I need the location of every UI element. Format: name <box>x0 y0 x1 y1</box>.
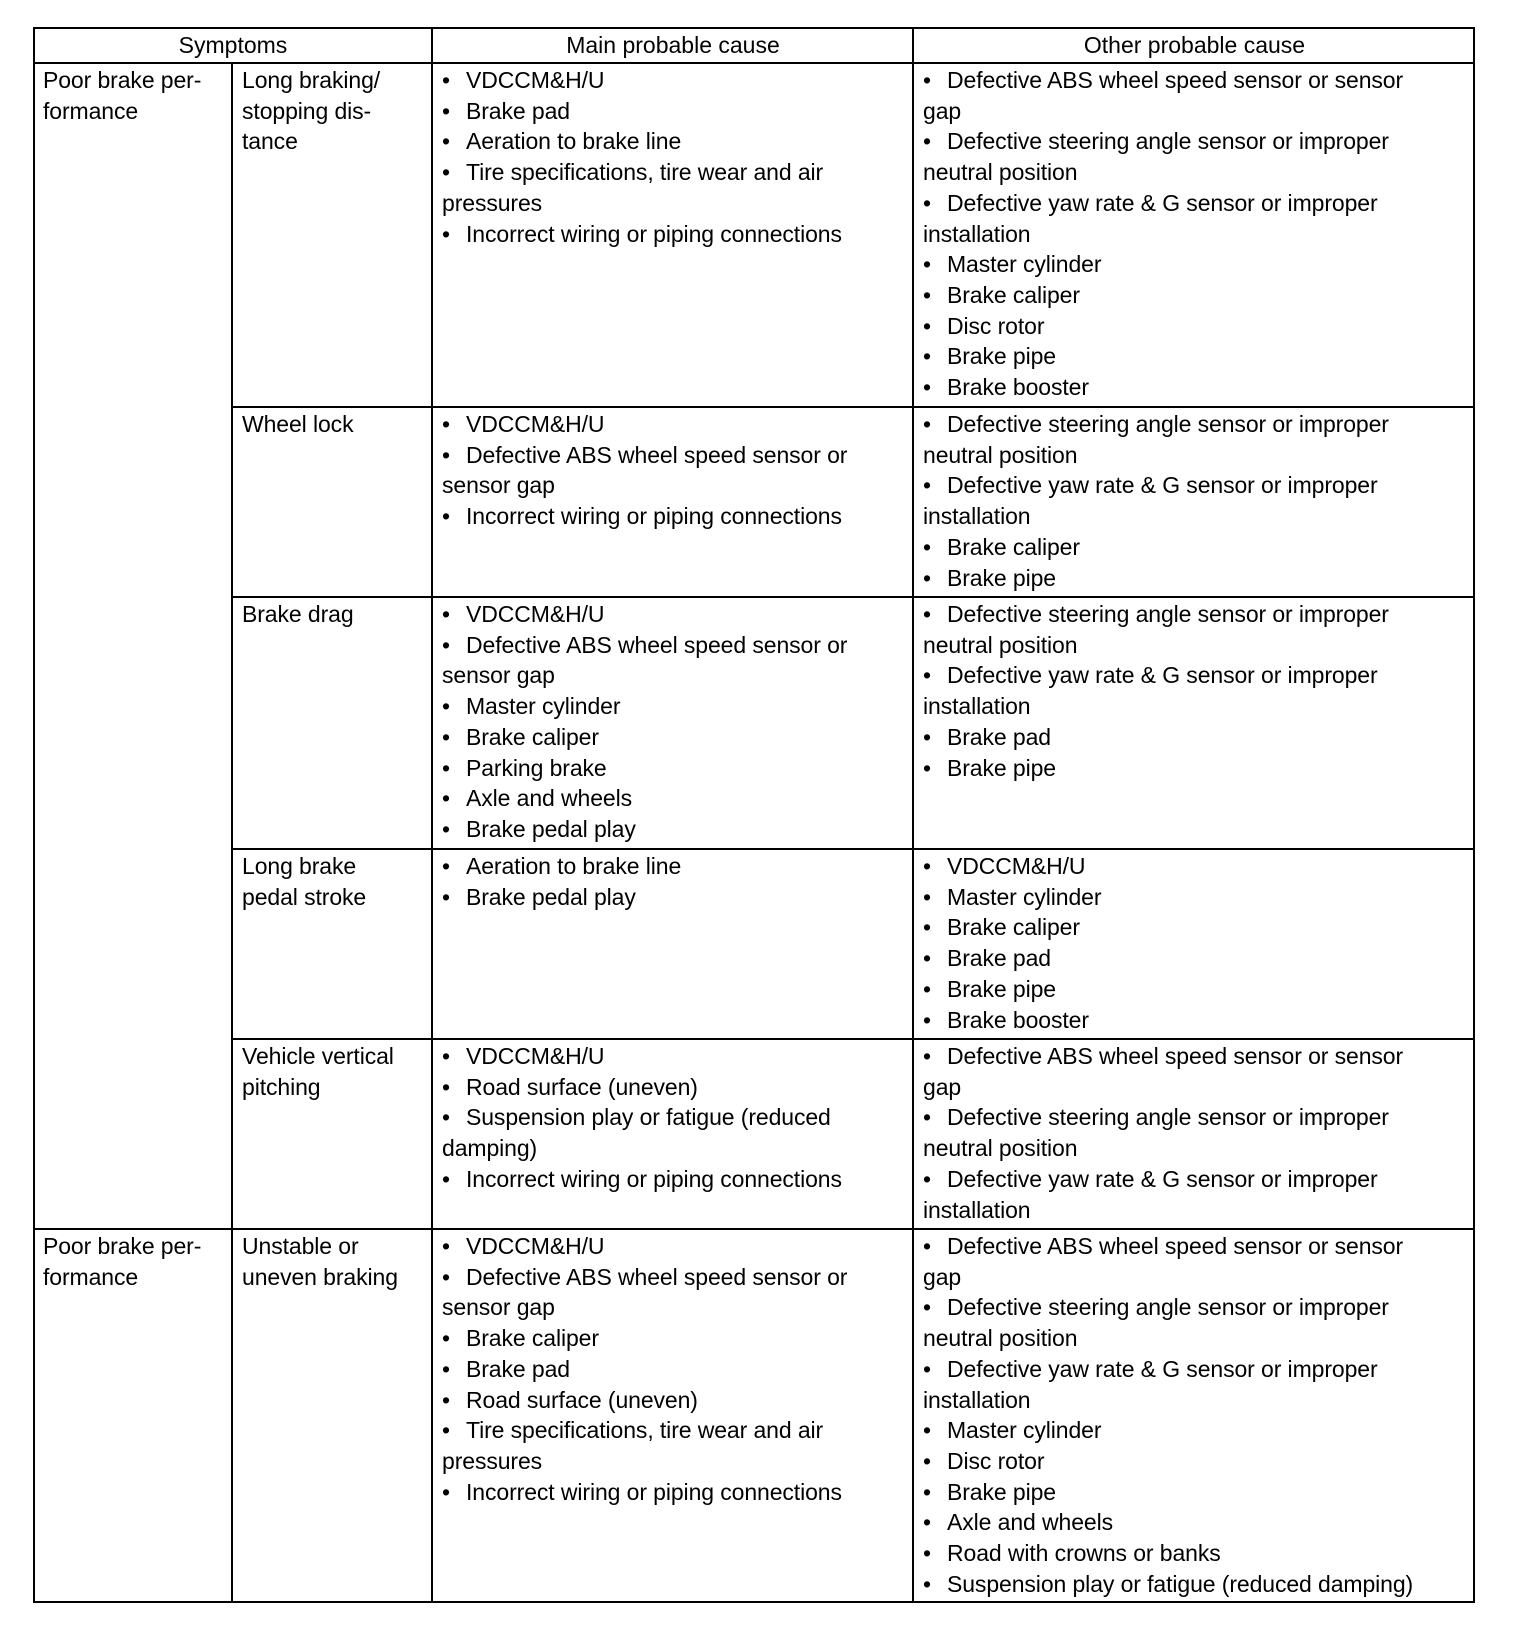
cause-text: installation <box>923 220 1031 247</box>
cause-list-item <box>923 409 1389 470</box>
symptom-cell <box>232 407 354 440</box>
cause-list-item <box>442 65 842 96</box>
bullet-icon: • <box>442 67 450 93</box>
cause-text: Master cylinder <box>947 1417 1102 1444</box>
main-cause-cell <box>432 63 842 249</box>
cause-text: Brake caliper <box>466 1325 599 1352</box>
cause-list-item <box>442 126 842 157</box>
bullet-icon: • <box>442 97 450 124</box>
cause-text: Axle and wheels <box>947 1509 1113 1536</box>
cause-list-item <box>923 126 1403 187</box>
bullet-icon: • <box>923 251 931 278</box>
bullet-icon: • <box>442 411 450 437</box>
column-divider <box>231 62 233 1603</box>
bullet-icon: • <box>442 1233 450 1259</box>
bullet-icon: • <box>923 281 931 308</box>
cause-list-item <box>442 1354 847 1385</box>
bullet-icon: • <box>442 754 450 781</box>
cause-list-item <box>442 96 842 127</box>
bullet-icon: • <box>923 914 931 941</box>
bullet-icon: • <box>442 785 450 812</box>
cause-list-item <box>442 753 847 784</box>
cause-list-item <box>442 599 847 630</box>
cause-list-item <box>923 311 1403 342</box>
bullet-icon: • <box>923 1570 931 1597</box>
bullet-icon: • <box>923 754 931 781</box>
cause-text: Road surface (uneven) <box>466 1386 698 1413</box>
cause-list-item <box>923 912 1101 943</box>
cause-list-item <box>442 1041 842 1072</box>
symptom-group-text: formance <box>43 97 139 124</box>
bullet-icon: • <box>923 1006 931 1033</box>
bullet-icon: • <box>923 1043 931 1069</box>
cause-text: Master cylinder <box>947 251 1102 278</box>
cause-list-item <box>442 157 842 218</box>
symptom-group-text: formance <box>43 1263 139 1290</box>
other-cause-cell <box>913 597 1389 783</box>
bullet-icon: • <box>442 441 450 468</box>
cause-text: VDCCM&H/U <box>466 601 605 627</box>
cause-text: Defective ABS wheel speed sensor or sensor <box>947 67 1404 93</box>
symptom-cell <box>232 597 354 630</box>
cause-text: Incorrect wiring or piping connections <box>466 503 842 530</box>
main-cause-cell <box>432 1229 847 1507</box>
bullet-icon: • <box>442 1263 450 1290</box>
symptom-text: Long brake <box>242 853 357 879</box>
cause-text: Defective steering angle sensor or improper <box>947 1104 1389 1131</box>
cause-list-item <box>442 1323 847 1354</box>
symptom-text: pitching <box>242 1073 321 1100</box>
cause-list-item <box>923 943 1101 974</box>
cause-list-item <box>923 1538 1413 1569</box>
cause-list-item <box>442 882 681 913</box>
cause-list-item <box>442 691 847 722</box>
cause-text: Suspension play or fatigue (reduced <box>466 1104 831 1131</box>
cause-text: Brake pad <box>947 723 1051 750</box>
cause-text: Defective steering angle sensor or improper <box>947 601 1389 627</box>
bullet-icon: • <box>442 1073 450 1100</box>
cause-text: VDCCM&H/U <box>466 1233 605 1259</box>
bullet-icon: • <box>442 1355 450 1382</box>
cause-text: Defective yaw rate & G sensor or improper <box>947 472 1378 499</box>
cause-list-item <box>442 440 847 501</box>
bullet-icon: • <box>442 1478 450 1505</box>
symptom-text: stopping dis- <box>242 97 372 124</box>
cause-list-item <box>923 1569 1413 1600</box>
cause-text: installation <box>923 1386 1031 1413</box>
bullet-icon: • <box>442 631 450 658</box>
cause-list-item <box>442 630 847 691</box>
cause-text: sensor gap <box>442 472 555 499</box>
cause-list-item <box>923 882 1101 913</box>
cause-list-item <box>923 1507 1413 1538</box>
cause-text: Defective ABS wheel speed sensor or sensor <box>947 1043 1404 1069</box>
cause-text: Defective yaw rate & G sensor or improper <box>947 662 1378 689</box>
cause-text: Brake caliper <box>466 723 599 750</box>
bullet-icon: • <box>923 1104 931 1131</box>
cause-text: Master cylinder <box>466 693 621 720</box>
cause-text: gap <box>923 1073 962 1100</box>
bullet-icon: • <box>923 564 931 591</box>
cause-text: Defective yaw rate & G sensor or improper <box>947 1355 1378 1382</box>
cause-list-item <box>442 1262 847 1323</box>
bullet-icon: • <box>442 503 450 530</box>
symptom-text: Vehicle vertical <box>242 1043 394 1069</box>
cause-list-item <box>923 1041 1403 1102</box>
cause-text: Brake caliper <box>947 914 1080 941</box>
cause-text: Suspension play or fatigue (reduced damping) <box>947 1570 1414 1597</box>
cause-list-item <box>923 1477 1413 1508</box>
cause-text: Brake pad <box>466 97 570 124</box>
cause-text: Defective steering angle sensor or improper <box>947 411 1389 437</box>
cause-text: sensor gap <box>442 662 555 689</box>
cause-text: Brake pad <box>947 945 1051 972</box>
header-symptoms: Symptoms <box>178 32 288 58</box>
bullet-icon: • <box>442 1043 450 1069</box>
cause-list-item <box>923 563 1389 594</box>
cause-text: Defective yaw rate & G sensor or improper <box>947 1165 1378 1192</box>
symptom-cell <box>232 63 380 157</box>
other-cause-cell <box>913 407 1389 593</box>
cause-list-item <box>923 65 1403 126</box>
bullet-icon: • <box>923 1233 931 1259</box>
bullet-icon: • <box>923 1447 931 1474</box>
cause-text: Disc rotor <box>947 312 1045 339</box>
bullet-icon: • <box>923 853 931 879</box>
cause-list-item <box>442 1164 842 1195</box>
bullet-icon: • <box>923 374 931 401</box>
bullet-icon: • <box>442 1417 450 1444</box>
cause-text: Disc rotor <box>947 1447 1045 1474</box>
bullet-icon: • <box>923 1294 931 1321</box>
cause-text: neutral position <box>923 1325 1078 1352</box>
cause-text: Defective ABS wheel speed sensor or <box>466 1263 848 1290</box>
cause-text: Defective steering angle sensor or improper <box>947 1294 1389 1321</box>
cause-list-item <box>923 1292 1413 1353</box>
cause-text: Brake pipe <box>947 564 1056 591</box>
cause-text: installation <box>923 1196 1031 1223</box>
cause-list-item <box>442 814 847 845</box>
symptom-text: uneven braking <box>242 1263 398 1290</box>
bullet-icon: • <box>923 472 931 499</box>
bullet-icon: • <box>923 343 931 370</box>
bullet-icon: • <box>923 1540 931 1567</box>
main-cause-cell <box>432 407 847 532</box>
cause-text: Brake caliper <box>947 281 1080 308</box>
cause-list-item <box>923 1446 1413 1477</box>
cause-text: Brake booster <box>947 1006 1089 1033</box>
cause-text: Brake booster <box>947 374 1089 401</box>
cause-text: gap <box>923 1263 962 1290</box>
cause-text: Incorrect wiring or piping connections <box>466 1165 842 1192</box>
cause-list-item <box>923 1354 1413 1415</box>
bullet-icon: • <box>923 411 931 437</box>
header-other-probable-cause: Other probable cause <box>1083 32 1306 58</box>
bullet-icon: • <box>442 883 450 910</box>
cause-text: Axle and wheels <box>466 785 632 812</box>
symptom-cell <box>232 1039 394 1102</box>
bullet-icon: • <box>442 601 450 627</box>
symptom-group <box>33 63 201 126</box>
symptom-cell <box>232 849 366 912</box>
bullet-icon: • <box>923 189 931 216</box>
main-cause-cell <box>432 597 847 845</box>
bullet-icon: • <box>442 1165 450 1192</box>
cause-list-item <box>923 974 1101 1005</box>
cause-text: neutral position <box>923 1135 1078 1162</box>
cause-text: Brake pad <box>466 1355 570 1382</box>
cause-list-item <box>923 851 1101 882</box>
cause-list-item <box>442 722 847 753</box>
cause-list-item <box>442 1477 847 1508</box>
cause-list-item <box>923 660 1389 721</box>
cause-text: damping) <box>442 1135 538 1162</box>
symptom-text: pedal stroke <box>242 883 367 910</box>
cause-text: Tire specifications, tire wear and air <box>466 1417 824 1444</box>
cause-list-item <box>442 501 847 532</box>
cause-list-item <box>923 1415 1413 1446</box>
bullet-icon: • <box>442 853 450 879</box>
cause-list-item <box>442 1231 847 1262</box>
cause-text: neutral position <box>923 159 1078 186</box>
cause-text: sensor gap <box>442 1294 555 1321</box>
cause-text: gap <box>923 97 962 124</box>
other-cause-cell <box>913 1229 1413 1599</box>
cause-text: VDCCM&H/U <box>466 1043 605 1069</box>
cause-list-item <box>442 1415 847 1476</box>
bullet-icon: • <box>923 1417 931 1444</box>
cause-list-item <box>923 372 1403 403</box>
cause-text: VDCCM&H/U <box>466 411 605 437</box>
bullet-icon: • <box>923 67 931 93</box>
cause-text: neutral position <box>923 441 1078 468</box>
cause-text: Brake pipe <box>947 1478 1056 1505</box>
main-cause-cell <box>432 1039 842 1195</box>
bullet-icon: • <box>442 723 450 750</box>
cause-list-item <box>923 1231 1413 1292</box>
cause-text: Defective ABS wheel speed sensor or <box>466 631 848 658</box>
bullet-icon: • <box>923 945 931 972</box>
bullet-icon: • <box>923 601 931 627</box>
cause-list-item <box>442 851 681 882</box>
cause-text: Brake pedal play <box>466 883 636 910</box>
bullet-icon: • <box>923 1165 931 1192</box>
row-divider <box>231 848 1475 850</box>
cause-list-item <box>923 280 1403 311</box>
cause-text: Defective steering angle sensor or improper <box>947 128 1389 155</box>
other-cause-cell <box>913 1039 1403 1225</box>
symptom-text: Brake drag <box>242 601 354 627</box>
cause-text: Tire specifications, tire wear and air <box>466 159 824 186</box>
cause-text: Aeration to brake line <box>466 128 682 155</box>
cause-list-item <box>923 599 1389 660</box>
cause-text: Brake pipe <box>947 975 1056 1002</box>
bullet-icon: • <box>923 1355 931 1382</box>
cause-text: Parking brake <box>466 754 607 781</box>
cause-list-item <box>923 753 1389 784</box>
symptom-group-text: Poor brake per- <box>43 67 202 93</box>
symptom-group-text: Poor brake per- <box>43 1233 202 1259</box>
bullet-icon: • <box>442 815 450 842</box>
cause-text: Brake pipe <box>947 343 1056 370</box>
cause-text: Road surface (uneven) <box>466 1073 698 1100</box>
bullet-icon: • <box>923 533 931 560</box>
bullet-icon: • <box>923 312 931 339</box>
cause-text: Road with crowns or banks <box>947 1540 1221 1567</box>
cause-text: neutral position <box>923 631 1078 658</box>
cause-list-item <box>442 1072 842 1103</box>
cause-list-item <box>442 1385 847 1416</box>
cause-text: Brake pipe <box>947 754 1056 781</box>
bullet-icon: • <box>923 662 931 689</box>
cause-text: pressures <box>442 1447 543 1474</box>
cause-text: Defective ABS wheel speed sensor or sensor <box>947 1233 1404 1259</box>
bullet-icon: • <box>923 723 931 750</box>
cause-list-item <box>442 783 847 814</box>
bullet-icon: • <box>923 883 931 910</box>
cause-text: VDCCM&H/U <box>947 853 1086 879</box>
cause-text: installation <box>923 693 1031 720</box>
symptom-text: Unstable or <box>242 1233 359 1259</box>
cause-text: installation <box>923 503 1031 530</box>
cause-list-item <box>923 1164 1403 1225</box>
bullet-icon: • <box>442 1325 450 1352</box>
symptom-cell <box>232 1229 398 1292</box>
bullet-icon: • <box>442 220 450 247</box>
symptom-text: Long braking/ <box>242 67 381 93</box>
cause-text: Defective yaw rate & G sensor or improper <box>947 189 1378 216</box>
symptom-group <box>33 1229 201 1292</box>
header-main-probable-cause: Main probable cause <box>566 32 780 58</box>
bullet-icon: • <box>442 1386 450 1413</box>
bullet-icon: • <box>442 128 450 155</box>
cause-text: Brake pedal play <box>466 815 636 842</box>
bullet-icon: • <box>442 1104 450 1131</box>
cause-list-item <box>923 188 1403 249</box>
cause-text: Aeration to brake line <box>466 853 682 879</box>
cause-text: VDCCM&H/U <box>466 67 605 93</box>
bullet-icon: • <box>923 1509 931 1536</box>
symptom-text: Wheel lock <box>242 411 354 437</box>
cause-list-item <box>442 1102 842 1163</box>
cause-list-item <box>923 341 1403 372</box>
bullet-icon: • <box>442 159 450 186</box>
cause-text: Incorrect wiring or piping connections <box>466 220 842 247</box>
symptom-text: tance <box>242 128 298 155</box>
cause-text: Brake caliper <box>947 533 1080 560</box>
main-cause-cell <box>432 849 681 912</box>
cause-text: pressures <box>442 189 543 216</box>
bullet-icon: • <box>923 128 931 155</box>
cause-list-item <box>923 532 1389 563</box>
cause-list-item <box>923 722 1389 753</box>
bullet-icon: • <box>923 1478 931 1505</box>
cause-list-item <box>442 409 847 440</box>
other-cause-cell <box>913 63 1403 403</box>
cause-text: Defective ABS wheel speed sensor or <box>466 441 848 468</box>
cause-list-item <box>923 249 1403 280</box>
cause-text: Incorrect wiring or piping connections <box>466 1478 842 1505</box>
cause-list-item <box>923 1102 1403 1163</box>
cause-list-item <box>442 219 842 250</box>
bullet-icon: • <box>442 693 450 720</box>
cause-list-item <box>923 1005 1101 1036</box>
cause-list-item <box>923 470 1389 531</box>
bullet-icon: • <box>923 975 931 1002</box>
other-cause-cell <box>913 849 1101 1035</box>
cause-text: Master cylinder <box>947 883 1102 910</box>
